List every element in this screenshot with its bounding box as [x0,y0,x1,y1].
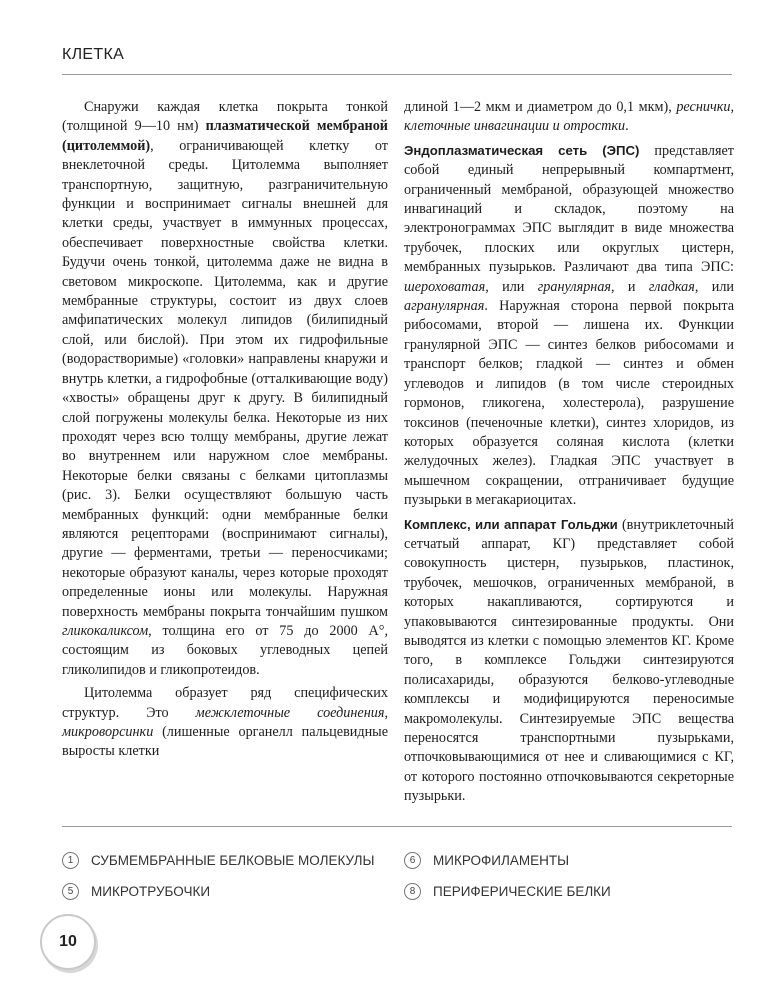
paragraph-golgi [404,515,734,807]
text-run: Цитолемма образует ряд специфических структур. Это [62,685,388,721]
legend-label: МИКРОТРУБОЧКИ [91,884,211,899]
paragraph-continuation [404,98,734,137]
bold-term: плазматической мембраной (цитолеммой) [62,118,388,154]
text-run: Снаружи каждая клетка покрыта тонкой (толщиной 9—10 нм) [62,99,388,135]
legend-label: СУБМЕМБРАННЫЕ БЕЛКОВЫЕ МОЛЕКУЛЫ [91,853,375,868]
text-run: . [625,118,629,135]
legend-label: МИКРОФИЛАМЕНТЫ [433,853,570,868]
paragraph-cytolemma [62,98,388,680]
text-run: , ограничивающей клетку от внеклеточной среды. Цитолемма выполняет транспортную, защитную, разграничительную функции и воспринимает сигналы внешней для клетки среды, участвует в иммунных процессах, обеспечивает поверхностные свойства клетки. Будучи очень тонкой, цитолемма даже не видна в световом микроскопе. Цитолемма, как и другие мембранные структуры, состоит из двух слоев амфипатических молекул липидов (билипидный слой, или бислой). При этом их гидрофильные (водорастворимые) «головки» направлены кнаружи и внутрь клетки, а гидрофобные (отталкивающие воду) «хвосты» обращены друг к другу. В билипидный слой погружены молекулы белка. Некоторые из них проходят через всю толщу мембраны, другие лежат во внутреннем или наружном слое мембраны. Некоторые белки связаны с белками цитоплазмы (рис. 3). Белки осуществляют большую часть мембранных функций: одни мембранные белки являются рецепторами (воспринимают сигналы), другие — ферментами, третьи — переносчиками; некоторые образуют каналы, через которые проходят определенные ионы или молекулы. Наружная поверхность мембраны покрыта тончайшим пушком [62,137,388,620]
legend-divider [62,826,732,827]
text-run: , или [485,278,538,295]
legend-label: ПЕРИФЕРИЧЕСКИЕ БЕЛКИ [433,884,611,899]
legend-number-badge: 6 [404,852,421,869]
right-column [404,98,734,807]
legend-item [62,852,374,869]
section-term: Эндоплазматическая сеть (ЭПС) [404,142,640,158]
italic-term: реснички, клеточные инвагинации и отростки [404,99,734,135]
text-run: (лишенные органелл пальцевидные выросты клетки [62,724,388,760]
text-run: . Наружная сторона первой покрыта рибосомами, второй — лишена их. Функции гранулярной ЭПС — синтез белков рибосомами и транспорт белков; гладкой — синтез и обмен углеводов и липидов (в том числе стероидных гормонов, гликогена, холестерола), разрушение токсинов (печеночные клетки), синтез хлоридов, из которых образуется соляная кислота (клетки желудочных желез). Гладкая ЭПС участвует в мышечном сокращении, отграничивает будущие пузырьки в мегакариоцитах. [404,298,734,509]
text-run: длиной 1—2 мкм и диаметром до 0,1 мкм), [404,99,677,115]
legend-number-badge: 5 [62,883,79,900]
text-run: , толщина его от 75 до 2000 А°, состоящим из боковых углеводных цепей гликолипидов и гликопротеидов. [62,622,388,678]
paragraph-structures [62,684,388,762]
italic-term: микроворсинки [62,724,154,740]
italic-term: гранулярная [537,278,612,295]
italic-term: шероховатая [404,278,486,295]
text-run: (внутриклеточный сетчатый аппарат, КГ) представляет собой совокупность цистерн, пузырьков, пластинок, трубочек, мешочков, ограниченных мембраной, в которых накапливаются, сортируются и упаковываются синтезированные продукты. Они выводятся из клетки с помощью элементов КГ. Кроме того, в комплексе Гольджи синтезируются полисахариды, образуются белково-углеводные комплексы и модифицируются переносимые макромолекулы. Синтезируемые ЭПС вещества переносятся транспортными пузырьками, отпочковывающимися от нее и сливающимися с КГ, от которого постоянно отпочковываются секреторные пузырьки. [404,516,734,805]
legend-item [62,883,210,900]
section-term: Комплекс, или аппарат Гольджи [404,516,618,532]
legend-number-badge: 1 [62,852,79,869]
text-run: представляет собой единый непрерывный компартмент, ограниченный мембраной, образующей множество инвагинаций и складок, поэтому на электронограммах ЭПС выглядит в виде множества трубочек, плоских или округлых цистерн, мембранных пузырьков. Различают два типа ЭПС: [404,142,734,276]
italic-term: агранулярная [404,298,485,315]
header-divider [62,74,732,75]
legend-item [404,852,569,869]
italic-term: гладкая [648,278,695,295]
legend-number-badge: 8 [404,883,421,900]
text-run: , [384,704,388,721]
text-run: , и [611,278,649,295]
paragraph-eps [404,141,734,511]
legend-item [404,883,611,900]
running-header: КЛЕТКА [62,46,125,63]
page-number: 10 [40,914,96,970]
left-column [62,98,388,762]
italic-term: гликокаликсом [62,622,149,639]
text-run: , или [694,278,735,295]
italic-term: межклеточные соединения [195,704,385,721]
